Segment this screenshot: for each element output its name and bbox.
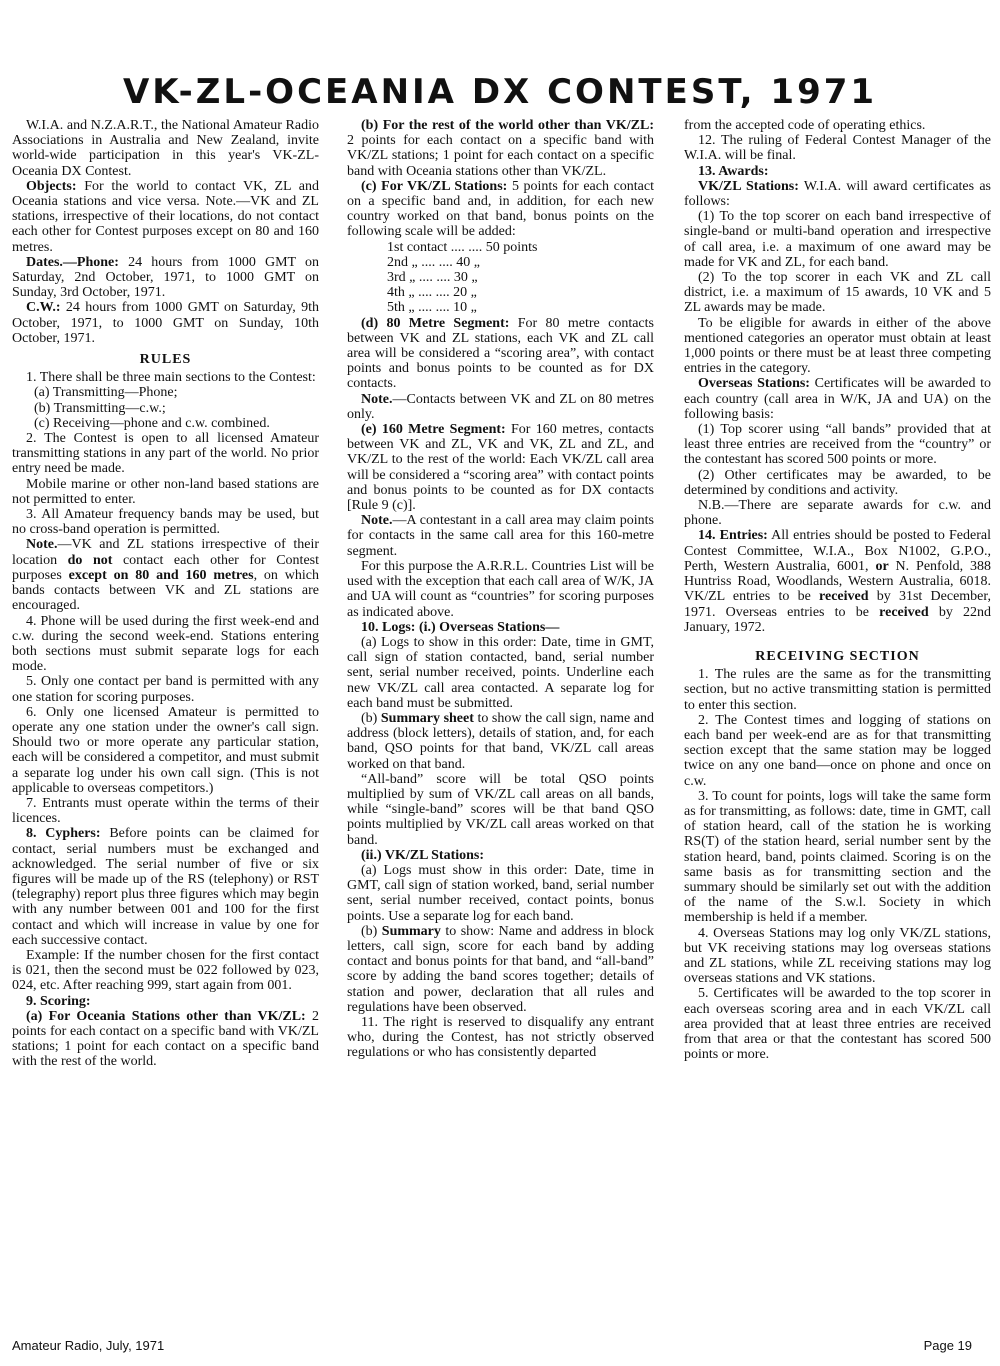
note-label: Note. [361,391,393,407]
note-label: Note. [26,537,58,553]
scale-row: 4th „ .... .... 20 „ [387,285,477,301]
rule-10b [347,711,654,772]
rule-9b-label: (b) For the rest of the world other than VK/ZL: [361,118,654,133]
footer-publication: Amateur Radio, July, 1971 [12,1338,165,1353]
rule-12: 12. The ruling of Federal Contest Manager of the W.I.A. will be final. [684,133,991,164]
note-emph: do not [67,552,113,568]
rule-8 [12,826,319,948]
rule-10ii: (ii.) VK/ZL Stations: [361,847,485,863]
entries-emph: or [875,558,889,574]
overseas-label: Overseas Stations: [698,376,810,392]
scale-row: 3rd „ .... .... 30 „ [387,270,478,286]
receiving-heading: RECEIVING SECTION [755,648,920,664]
vkzl-awards [684,179,991,209]
receiving-5: 5. Certificates will be awarded to the top scorer in each overseas scoring area and in each VK/ZL call area provided that at least three entries are received from that area or that the contestant has scored 500 points or more. [684,986,991,1063]
rule-9c [347,179,654,240]
column-3 [684,118,991,1333]
award-2: (2) To the top scorer in each VK and ZL call district, i.e. a maximum of 15 awards, 10 VK and 5 ZL awards may be made. [684,270,991,316]
rule-13: 13. Awards: [698,163,769,179]
rules-heading: RULES [139,352,192,368]
rule-5: 5. Only one contact per band is permitted with any one station for scoring purposes. [12,674,319,705]
receiving-4: 4. Overseas Stations may log only VK/ZL stations, but VK receiving stations may log overseas stations and ZL stations, while ZL receiving stations may log overseas stations and VK stations. [684,925,991,987]
rule-2: 2. The Contest is open to all licensed Amateur transmitting stations in any part of the world. No prior entry need be made. [12,431,319,477]
note-text: —VK and ZL stations irrespective of their location [12,537,319,568]
rule-4: 4. Phone will be used during the first week-end and c.w. during the second week-end. Stations entering both sections must submit separate logs for each mode. [12,613,319,675]
rule-10ii-b-label: Summary [381,923,441,939]
note-emph: except on 80 and 160 metres [68,567,254,583]
scale-row: 5th „ .... .... 10 „ [387,300,477,316]
rule-10ii-b-pre: (b) [361,923,382,939]
cw-paragraph [12,300,319,346]
column-2 [347,118,654,1333]
rule-9c-text: 5 points for each contact on a specific band and, in addition, for each new country worked on that band, bonus points on the following scale will be added: [347,178,654,240]
rule-9a-label: (a) For Oceania Stations other than VK/ZL: [26,1008,306,1024]
dates-label: Dates.—Phone: [26,254,119,270]
rule-9e-note [347,513,654,559]
rule-9d [347,316,654,392]
rule-9a [12,1009,319,1070]
rule-10ii-b-text: to show: Name and address in block letters, call sign, score for each band by adding contact and bonus points for that band, and “all-band” score by adding the band scores together; details of station and power, declaration that all rules and regulations have been observed. [347,923,654,1015]
rule-10: 10. Logs: (i.) Overseas Stations— [361,619,560,635]
rule-1a: (a) Transmitting—Phone; [34,385,178,401]
cw-text: 24 hours from 1000 GMT on Saturday, 9th October, 1971, to 1000 GMT on Sunday, 10th October, 1971. [12,300,319,346]
rule-9d-text: For 80 metre contacts between VK and ZL stations, each VK and ZL call area will be considered a “scoring area”, with contact points and bonus points to be counted as for DX contacts. [347,315,654,392]
column-1 [12,118,319,1333]
note-text: , on which bands contacts between VK and ZL stations are encouraged. [12,567,319,614]
objects-label: Objects: [26,178,77,194]
intro-paragraph: W.I.A. and N.Z.A.R.T., the National Amateur Radio Associations in Australia and New Zealand, invite world-wide participation in this year's VK-ZL-Oceania DX Contest. [12,118,319,179]
article-title: VK-ZL-OCEANIA DX CONTEST, 1971 [122,72,878,112]
eligibility: To be eligible for awards in either of the above mentioned categories an operator must obtain at least 1,000 points or there must be at least three competing entries in the category. [684,315,991,377]
dates-paragraph [12,255,319,301]
rule-8-example: Example: If the number chosen for the first contact is 021, then the second must be 022 followed by 023, 024, etc. After reaching 999, start again from 001. [12,947,319,994]
entries-text: by 31st December, 1971. Overseas entries to be [684,589,991,620]
rule-9e [347,422,654,513]
rule-9a-text: 2 points for each contact on a specific band with VK/ZL stations; 1 point for each contact on a specific band with the rest of the world. [12,1008,319,1070]
note-text: —A contestant in a call area may claim points for contacts in the same call area for this 160-metre segment. [347,513,654,559]
overseas-text: Certificates will be awarded to each country (call area in W/K, JA and UA) on the following basis: [684,376,991,422]
rule-10b-label: Summary sheet [380,710,474,726]
rule-1c: (c) Receiving—phone and c.w. combined. [34,415,270,431]
objects-text: For the world to contact VK, ZL and Oceania stations and vice versa. Note.—VK and ZL stations, irrespective of their locations, do not contact each other for Contest purposes except on 80 and 160 metres. [12,178,319,255]
rule-9d-note [347,392,654,422]
rule-9: 9. Scoring: [26,993,91,1009]
vkzl-text: W.I.A. will award certificates as follows: [684,178,991,210]
entries-label: 14. Entries: [698,528,768,544]
note-text: contact each other for Contest purposes [12,552,319,583]
cw-label: C.W.: [26,300,61,316]
rule-2b: Mobile marine or other non-land based stations are not permitted to enter. [12,476,319,507]
rule-3: 3. All Amateur frequency bands may be used, but no cross-band operation is permitted. [12,507,319,538]
receiving-2: 2. The Contest times and logging of stations on each band per week-end are as for that transmitting section except that the same station may be logged twice on any one band—once on phone and once on c.w. [684,712,991,789]
objects-paragraph [12,179,319,255]
dates-text: 24 hours from 1000 GMT on Saturday, 2nd October, 1971, to 1000 GMT on Sunday, 3rd October, 1971. [12,254,319,301]
rule-10b-pre: (b) [361,710,381,726]
cyphers-text: Before points can be claimed for contact, serial numbers must be exchanged and acknowledged. The serial number of five or six figures will be made up of the RS (telephony) or RST (telegraphy) report plus three figures which may begin with any number between 001 and 100 for the first contact and which will increase in value by one for each successive contact. [12,826,319,948]
entries-text: N. Penfold, 388 Huntriss Road, Woodlands, Western Australia, 6018. VK/ZL entries to be [684,558,991,605]
entries-text: by 22nd January, 1972. [684,604,991,635]
rule-11: 11. The right is reserved to disqualify any entrant who, during the Contest, has not strictly observed regulations or who has consistently departed [347,1014,654,1061]
note-text: —Contacts between VK and ZL on 80 metres only. [347,391,654,422]
rule-9d-label: (d) 80 Metre Segment: [361,315,510,331]
rule-1: 1. There shall be three main sections to the Contest: [26,370,316,386]
overseas-1: (1) Top scorer using “all bands” provided that at least three entries are received from the “country” or the contestant has scored 500 points or more. [684,422,991,468]
rule-10ii-a: (a) Logs must show in this order: Date, time in GMT, call sign of station worked, band, serial number sent, serial number received, contact points, bonus points. Use a separate log for each band. [347,862,654,924]
note-label: Note. [361,513,393,529]
entries-text: All entries should be posted to Federal Contest Committee, W.I.A., Box N1002, G.P.O., Perth, Western Australia, 6001, [684,528,991,574]
rule-9b-text: 2 points for each contact on a specific band with VK/ZL stations; 1 point for each contact on a specific band with Oceania stations other than VK/ZL. [347,133,654,179]
rule-9e-label: (e) 160 Metre Segment: [361,422,506,438]
rule-7: 7. Entrants must operate within the terms of their licences. [12,795,319,827]
rule-1b: (b) Transmitting—c.w.; [34,400,166,416]
footer-page-number: Page 19 [923,1338,972,1353]
rule-10b-text: to show the call sign, name and address (block letters), details of station, and, for each band, QSO points for that band, VK/ZL call areas worked on that band. [347,710,654,772]
receiving-1: 1. The rules are the same as for the transmitting section, but no active transmitting station is permitted to enter this section. [684,667,991,713]
overseas-2: (2) Other certificates may be awarded, to be determined by conditions and activity. [684,467,991,498]
rule-9b [347,118,654,179]
rule-14 [684,528,991,634]
arrl-paragraph: For this purpose the A.R.R.L. Countries List will be used with the exception that each call area of W/K, JA and UA will count as “countries” for scoring purposes as indicated above. [347,558,654,620]
rule-10ii-b [347,924,654,1015]
rule-11-continued: from the accepted code of operating ethics. [684,118,926,133]
award-1: (1) To the top scorer on each band irrespective of single-band or multi-band operation and irrespective of call area, i.e. a maximum of one award may be made for VK and ZL, for each band. [684,209,991,270]
rule-9c-label: (c) For VK/ZL Stations: [361,178,508,194]
rule-6: 6. Only one licensed Amateur is permitted to operate any one station under the owner's call sign. Should two or more operate any particular station, each will be considered a competitor, and must submit a separate log under his own call sign. (This is not applicable to overseas competitors.) [12,704,319,796]
receiving-3: 3. To count for points, logs will take the same form as for transmitting, as follows: date, time in GMT, call of station heard, call of the station he is working RS(T) of the station heard, serial number sent by the station heard, band, points claimed. Scoring is on the same basis as for transmitting section and the summary should be similarly set out with the addition of the name of the S.w.l. Society in which membership is held if a member. [684,788,991,926]
entries-emph: received [819,589,869,605]
vkzl-label: VK/ZL Stations: [698,178,799,194]
scale-row: 2nd „ .... .... 40 „ [387,254,480,270]
scale-row: 1st contact .... .... 50 points [387,239,538,255]
cyphers-label: 8. Cyphers: [26,826,101,842]
rule-10a: (a) Logs to show in this order: Date, time in GMT, call sign of station contacted, band, serial number sent, serial number received, points. Underline each new VK/ZL call area contacted. A separate log for each band must be submitted. [347,634,654,711]
rule-3-note [12,537,319,613]
overseas-awards [684,376,991,422]
allband-paragraph: “All-band” score will be total QSO points multiplied by sum of VK/ZL call areas on all bands, while “single-band” scores will be that band QSO points multiplied by VK/ZL call areas worked on that band. [347,771,654,848]
rule-9e-text: For 160 metres, contacts between VK and ZL, VK and VK, ZL and ZL, and VK/ZL to the rest of the world: Each VK/ZL call area will be considered a “scoring area” with contact points and bonus points to be counted as for DX contacts [Rule 9 (c)]. [347,422,654,514]
nb-note: N.B.—There are separate awards for c.w. and phone. [684,498,991,529]
entries-emph: received [879,604,929,620]
